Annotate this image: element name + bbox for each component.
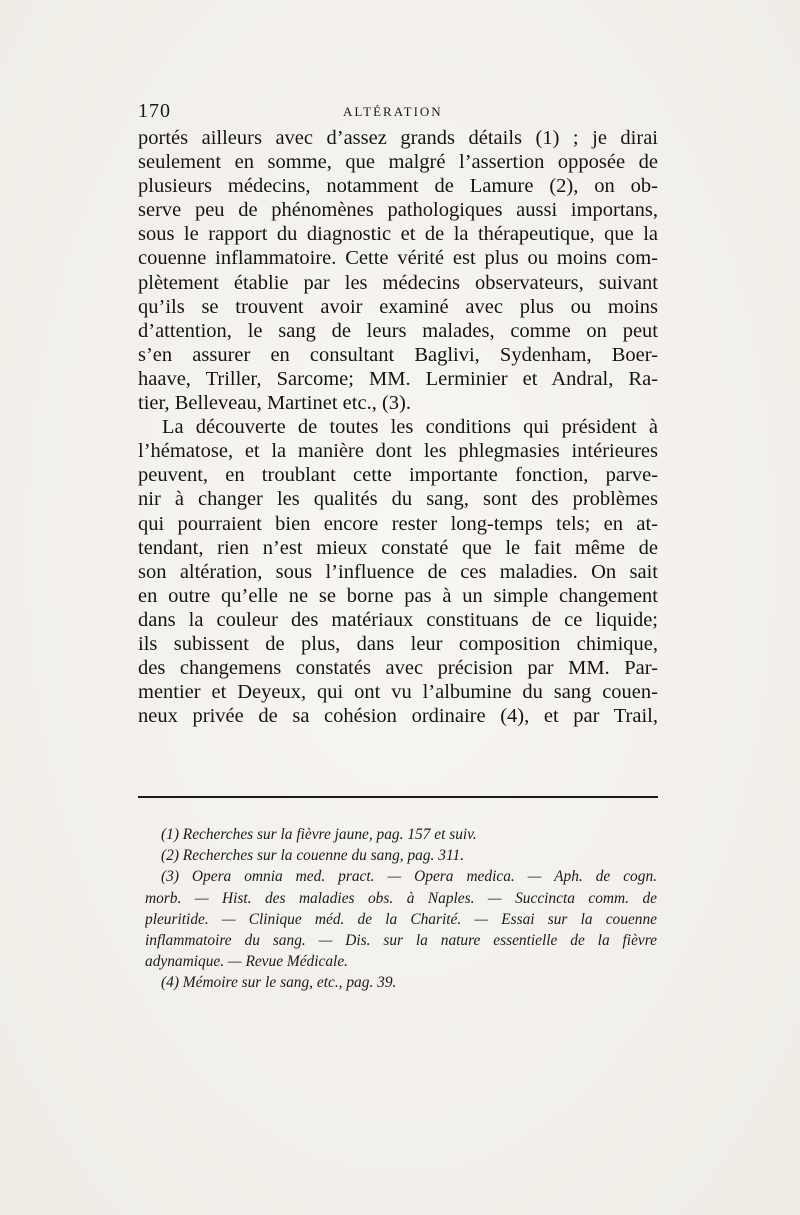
text-line: en outre qu’elle ne se borne pas à un simple changement [138, 584, 658, 607]
text-line: serve peu de phénomènes pathologiques aussi importans, [138, 199, 658, 222]
text-line: qu’ils se trouvent avoir examiné avec plus ou moins [138, 295, 658, 318]
footnote-3-continued: pleuritide. — Clinique méd. de la Charité. — Essai sur la couenne [145, 910, 657, 928]
footnote-3: (3) Opera omnia med. pract. — Opera medica. — Aph. de cogn. [161, 868, 657, 886]
footnote-4: (4) Mémoire sur le sang, etc., pag. 39. [161, 974, 397, 992]
text-line: nir à changer les qualités du sang, sont des problèmes [138, 488, 658, 511]
footnote-3-continued: morb. — Hist. des maladies obs. à Naples. — Succincta comm. de [145, 889, 657, 907]
bleed-through-text [180, 760, 185, 782]
text-line: tendant, rien n’est mieux constaté que le fait même de [138, 536, 658, 559]
text-line: qui pourraient bien encore rester long-temps tels; en at- [138, 512, 658, 535]
text-line: mentier et Deyeux, qui ont vu l’albumine du sang couen- [138, 681, 658, 704]
footnote-1: (1) Recherches sur la fièvre jaune, pag. 157 et suiv. [161, 826, 477, 843]
text-line: seulement en somme, que malgré l’assertion opposée de [138, 151, 658, 174]
text-line: dans la couleur des matériaux constituans de ce liquide; [138, 608, 658, 631]
text-line: s’en assurer en consultant Baglivi, Sydenham, Boer- [138, 343, 658, 366]
page-header [138, 100, 658, 124]
text-line: des changemens constatés avec précision par MM. Par- [138, 657, 658, 680]
footnote-2: (2) Recherches sur la couenne du sang, pag. 311. [161, 847, 465, 865]
text-line: peuvent, en troublant cette importante fonction, parve- [138, 464, 658, 487]
text-line: haave, Triller, Sarcome; MM. Lerminier et Andral, Ra- [138, 367, 658, 390]
footnotes [145, 824, 657, 994]
text-line: son altération, sous l’influence de ces maladies. On sait [138, 560, 658, 583]
text-line: ils subissent de plus, dans leur composition chimique, [138, 632, 658, 655]
text-line: couenne inflammatoire. Cette vérité est plus ou moins com- [138, 247, 658, 270]
text-line: l’hématose, et la manière dont les phlegmasies intérieures [138, 440, 658, 463]
text-line: portés ailleurs avec d’assez grands détails (1) ; je dirai [138, 127, 658, 149]
text-line: plusieurs médecins, notamment de Lamure (2), on ob- [138, 175, 658, 198]
body-text [138, 126, 658, 728]
footnote-3-continued: adynamique. — Revue Médicale. [145, 953, 348, 971]
text-line: plètement établie par les médecins observateurs, suivant [138, 271, 658, 294]
text-line: tier, Belleveau, Martinet etc., (3). [138, 392, 411, 415]
text-line: sous le rapport du diagnostic et de la thérapeutique, que la [138, 223, 658, 246]
text-line: d’attention, le sang de leurs malades, comme on peut [138, 319, 658, 342]
footnote-rule [138, 796, 658, 798]
page-number: 170 [138, 100, 171, 122]
text-line: La découverte de toutes les conditions qui président à [162, 416, 658, 439]
footnote-3-continued: inflammatoire du sang. — Dis. sur la nature essentielle de la fièvre [145, 931, 657, 949]
running-head: ALTÉRATION [343, 104, 443, 119]
text-line: neux privée de sa cohésion ordinaire (4), et par Trail, [138, 705, 658, 728]
